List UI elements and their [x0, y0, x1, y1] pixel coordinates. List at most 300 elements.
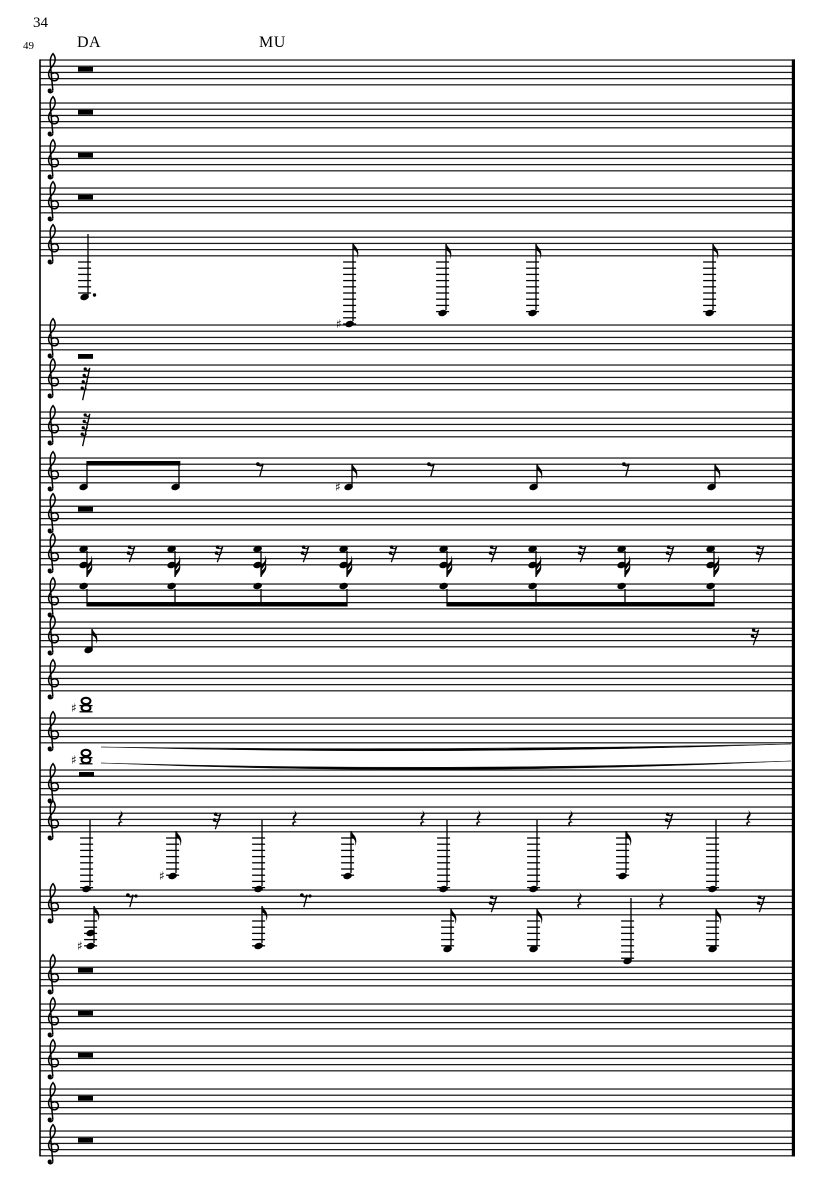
ledger-line: [703, 268, 716, 269]
ledger-line: [621, 933, 634, 934]
staff-line: [40, 337, 795, 338]
staff-line: [40, 596, 795, 597]
ledger-line: [527, 933, 540, 934]
ledger-line: [706, 850, 719, 851]
note-stem: [630, 898, 631, 958]
ledger-line: [441, 920, 454, 921]
whole-rest-icon: [78, 1011, 93, 1016]
note-stem: [714, 464, 715, 485]
augmentation-dot: [308, 894, 311, 897]
ledger-line: [341, 850, 354, 851]
ledger-line: [343, 299, 356, 300]
staff-line: [40, 59, 795, 60]
staff-line: [40, 1058, 795, 1059]
ledger-line: [706, 927, 719, 928]
ledger-line: [343, 286, 356, 287]
ledger-line: [437, 862, 450, 863]
rehearsal-mark-mu: MU: [259, 34, 286, 51]
note-stem: [261, 820, 262, 886]
staff-line: [40, 102, 795, 103]
ledger-line: [341, 862, 354, 863]
eighth-flag: [93, 629, 98, 644]
staff-line: [40, 1113, 795, 1114]
ledger-line: [343, 311, 356, 312]
staff-line: [40, 717, 795, 718]
staff-line: [40, 806, 795, 807]
staff-line: [40, 237, 795, 238]
staff-line: [40, 967, 795, 968]
ledger-line: [84, 945, 97, 946]
staff-line: [40, 1070, 795, 1071]
ledger-line: [252, 850, 265, 851]
note-stem: [446, 820, 447, 886]
ledger-line: [252, 868, 265, 869]
ledger-line: [441, 927, 454, 928]
staff-line: [40, 524, 795, 525]
staff-line: [40, 724, 795, 725]
eighth-rest-icon: [427, 462, 434, 476]
sixteenth-rest-icon: [489, 895, 497, 912]
staff-line: [40, 1016, 795, 1017]
ledger-line: [527, 868, 540, 869]
staff-line: [40, 343, 795, 344]
ledger-line: [616, 875, 629, 876]
staff-line: [40, 628, 795, 629]
staff-line: [40, 255, 795, 256]
ledger-line: [252, 945, 265, 946]
staff-line: [40, 1137, 795, 1138]
ledger-line: [436, 311, 449, 312]
note-stem: [261, 906, 262, 943]
ledger-line: [616, 844, 629, 845]
sharp-accidental: ♯: [335, 480, 341, 495]
ledger-line: [343, 261, 356, 262]
whole-rest-icon: [78, 1096, 93, 1101]
staff-line: [40, 243, 795, 244]
ledger-line: [441, 945, 454, 946]
staff-line: [40, 349, 795, 350]
measure-number: 49: [23, 40, 34, 52]
staff-line: [40, 979, 795, 980]
staff-line: [40, 1107, 795, 1108]
sixteenth-rest-icon: [127, 545, 135, 562]
ledger-line: [343, 268, 356, 269]
ledger-line: [80, 875, 93, 876]
staff-line: [40, 512, 795, 513]
note-stem: [351, 464, 352, 485]
ledger-line: [703, 261, 716, 262]
staff-line: [40, 1010, 795, 1011]
ledger-line: [703, 280, 716, 281]
ledger-line: [621, 951, 634, 952]
note-stem: [260, 589, 261, 602]
staff-line: [40, 960, 795, 961]
eighth-flag: [452, 909, 457, 924]
whole-rest-icon: [78, 507, 93, 512]
note-stem: [174, 589, 175, 602]
staff-line: [40, 782, 795, 783]
staff-line: [40, 908, 795, 909]
staff-line: [40, 690, 795, 691]
ledger-line: [166, 868, 179, 869]
sixteenth-rest-icon: [756, 545, 764, 562]
sixteenth-rest-icon: [665, 812, 673, 829]
ledger-line: [80, 862, 93, 863]
note-stem: [712, 244, 713, 310]
ledger-line: [343, 274, 356, 275]
ledger-line: [437, 856, 450, 857]
whole-rest-icon: [78, 354, 93, 359]
ledger-line: [80, 881, 93, 882]
quarter-rest-icon: [659, 892, 664, 909]
ledger-line: [78, 286, 91, 287]
staff-line: [40, 776, 795, 777]
note-stem: [91, 629, 92, 648]
staff-line: [40, 206, 795, 207]
eighth-flag: [538, 909, 543, 924]
staff-line: [40, 424, 795, 425]
ledger-line: [343, 323, 356, 324]
ledger-line: [252, 939, 265, 940]
ledger-line: [526, 286, 539, 287]
tie-curve: [101, 761, 791, 770]
sixteenth-rest-icon: [489, 545, 497, 562]
final-barline: [792, 59, 795, 1156]
whole-rest-icon: [78, 1138, 93, 1143]
page-number: 34: [33, 15, 48, 31]
staff-line: [40, 1052, 795, 1053]
ledger-line: [80, 850, 93, 851]
staff-line: [40, 170, 795, 171]
staff-line: [40, 230, 795, 231]
note-stem: [346, 589, 347, 602]
ledger-line: [84, 920, 97, 921]
ledger-line: [526, 292, 539, 293]
ledger-line: [621, 920, 634, 921]
whole-rest-icon: [78, 195, 93, 200]
whole-notehead: [82, 750, 91, 756]
ledger-line: [527, 875, 540, 876]
note-stem: [535, 589, 536, 602]
staff-line: [40, 672, 795, 673]
staff-line: [40, 825, 795, 826]
staff-line: [40, 590, 795, 591]
ledger-line: [436, 292, 449, 293]
ledger-line: [80, 757, 93, 758]
staff-line: [40, 1101, 795, 1102]
rehearsal-mark-da: DA: [77, 34, 102, 51]
staff-line: [40, 1003, 795, 1004]
sixteenth-rest-icon: [757, 895, 765, 912]
ledger-line: [80, 837, 93, 838]
ledger-line: [343, 280, 356, 281]
ledger-line: [78, 274, 91, 275]
sixteenth-rest-icon: [578, 545, 586, 562]
staff-line: [40, 383, 795, 384]
ledger-line: [706, 945, 719, 946]
whole-rest-icon: [78, 153, 93, 158]
staff-line: [40, 1045, 795, 1046]
staff-line: [40, 1095, 795, 1096]
ledger-line: [252, 887, 265, 888]
ledger-line: [343, 292, 356, 293]
ledger-line: [436, 299, 449, 300]
staff-line: [40, 640, 795, 641]
staff-line: [40, 470, 795, 471]
sixteenth-rest-icon: [389, 545, 397, 562]
ledger-line: [527, 927, 540, 928]
note-stem: [535, 244, 536, 310]
ledger-line: [80, 711, 93, 712]
augmentation-dot: [134, 894, 137, 897]
staff-line: [40, 78, 795, 79]
sixteenth-rest-icon: [213, 812, 221, 829]
ledger-line: [621, 927, 634, 928]
staff-line: [40, 564, 795, 565]
staff-line: [40, 145, 795, 146]
staff-line: [40, 371, 795, 372]
ledger-line: [252, 844, 265, 845]
ledger-line: [706, 856, 719, 857]
ledger-line: [703, 274, 716, 275]
staff-line: [40, 742, 795, 743]
quarter-rest-icon: [292, 810, 297, 827]
ledger-line: [706, 862, 719, 863]
ledger-line: [341, 856, 354, 857]
staff-line: [40, 794, 795, 795]
ledger-line: [343, 305, 356, 306]
whole-rest-icon: [79, 772, 94, 777]
ledger-line: [706, 837, 719, 838]
ledger-line: [706, 933, 719, 934]
sixteenth-rest-icon: [215, 545, 223, 562]
staff-line: [40, 813, 795, 814]
ledger-line: [441, 933, 454, 934]
ledger-line: [703, 305, 716, 306]
ledger-line: [166, 862, 179, 863]
ledger-line: [527, 862, 540, 863]
ledger-line: [252, 933, 265, 934]
note-stem: [93, 906, 94, 943]
staff-line: [40, 249, 795, 250]
staff-line: [40, 552, 795, 553]
staff-line: [40, 152, 795, 153]
staff-line: [40, 499, 795, 500]
staff-line: [40, 115, 795, 116]
staff-line: [40, 158, 795, 159]
staff-line: [40, 889, 795, 890]
ledger-line: [80, 763, 93, 764]
augmentation-dot: [93, 293, 96, 296]
ledger-line: [78, 268, 91, 269]
staff-line: [40, 819, 795, 820]
ledger-line: [252, 881, 265, 882]
eighth-rest-icon: [126, 893, 133, 907]
ledger-line: [437, 887, 450, 888]
ledger-line: [166, 844, 179, 845]
ledger-line: [252, 920, 265, 921]
note-stem: [624, 589, 625, 602]
sixteenth-rest-icon: [751, 628, 759, 645]
staff-line: [40, 539, 795, 540]
ledger-line: [252, 862, 265, 863]
sharp-accidental: ♯: [77, 939, 83, 954]
ledger-line: [84, 927, 97, 928]
staff-line: [40, 331, 795, 332]
ledger-line: [706, 868, 719, 869]
staff-line: [40, 194, 795, 195]
staff-line: [40, 634, 795, 635]
ledger-line: [703, 299, 716, 300]
staff-line: [40, 558, 795, 559]
ledger-line: [341, 868, 354, 869]
ledger-line: [526, 274, 539, 275]
staff-line: [40, 457, 795, 458]
note-stem: [625, 831, 626, 873]
staff-line: [40, 66, 795, 67]
ledger-line: [706, 920, 719, 921]
staff-line: [40, 418, 795, 419]
ledger-line: [706, 844, 719, 845]
eighth-flag: [714, 244, 719, 259]
ledger-line: [621, 958, 634, 959]
staff-line: [40, 583, 795, 584]
staff-line: [40, 324, 795, 325]
sharp-accidental: ♯: [71, 753, 77, 768]
eighth-rest-icon: [300, 893, 307, 907]
staff-line: [40, 518, 795, 519]
ledger-line: [166, 875, 179, 876]
staff-line: [40, 1022, 795, 1023]
ledger-line: [252, 927, 265, 928]
system-barline-left: [39, 59, 41, 1156]
staff-line: [40, 127, 795, 128]
ledger-line: [703, 286, 716, 287]
ledger-line: [706, 939, 719, 940]
staff-line: [40, 678, 795, 679]
ledger-line: [84, 933, 97, 934]
ledger-line: [621, 945, 634, 946]
ledger-line: [166, 856, 179, 857]
ledger-line: [80, 887, 93, 888]
ledger-line: [527, 881, 540, 882]
staff-line: [40, 1143, 795, 1144]
ledger-line: [527, 945, 540, 946]
ledger-line: [166, 850, 179, 851]
staff-line: [40, 914, 795, 915]
ledger-line: [527, 939, 540, 940]
ledger-line: [436, 286, 449, 287]
ledger-line: [527, 850, 540, 851]
staff-line: [40, 973, 795, 974]
staff-line: [40, 730, 795, 731]
staff-line: [40, 985, 795, 986]
ledger-line: [437, 875, 450, 876]
staff-line: [40, 187, 795, 188]
ledger-line: [436, 280, 449, 281]
quarter-rest-icon: [476, 810, 481, 827]
staff-line: [40, 831, 795, 832]
note-stem: [178, 463, 179, 485]
sixteenth-rest-icon: [301, 545, 309, 562]
staff-line: [40, 1028, 795, 1029]
staff-line: [40, 164, 795, 165]
note-stem: [350, 831, 351, 873]
staff-line: [40, 121, 795, 122]
note-stem: [445, 244, 446, 310]
staff-line: [40, 896, 795, 897]
eighth-flag: [537, 244, 542, 259]
ledger-line: [616, 862, 629, 863]
beam: [86, 461, 180, 466]
sharp-accidental: ♯: [336, 317, 342, 332]
quarter-rest-icon: [118, 810, 123, 827]
staff-line: [40, 1088, 795, 1089]
ledger-line: [436, 305, 449, 306]
ledger-line: [252, 837, 265, 838]
whole-notehead: [82, 698, 91, 704]
ledger-line: [616, 868, 629, 869]
staff-line: [40, 608, 795, 609]
ledger-line: [80, 844, 93, 845]
staff-line: [40, 1130, 795, 1131]
ledger-line: [527, 844, 540, 845]
ledger-line: [341, 844, 354, 845]
ledger-line: [436, 274, 449, 275]
ledger-line: [252, 856, 265, 857]
staff-line: [40, 1155, 795, 1156]
staff-line: [40, 377, 795, 378]
staff-line: [40, 476, 795, 477]
staff-line: [40, 1064, 795, 1065]
tie-curve: [101, 744, 791, 751]
ledger-line: [616, 856, 629, 857]
ledger-line: [437, 881, 450, 882]
ledger-line: [436, 268, 449, 269]
staff-line: [40, 684, 795, 685]
sixteenth-rest-icon: [666, 545, 674, 562]
ledger-line: [78, 292, 91, 293]
ledger-line: [78, 261, 91, 262]
staff-line: [40, 436, 795, 437]
ledger-line: [252, 875, 265, 876]
ledger-line: [80, 705, 93, 706]
whole-rest-icon: [78, 968, 93, 973]
quarter-rest-icon: [746, 810, 751, 827]
staff-line: [40, 1149, 795, 1150]
staff-line: [40, 212, 795, 213]
ledger-line: [437, 868, 450, 869]
beam: [86, 602, 347, 607]
ledger-line: [706, 881, 719, 882]
staff-line: [40, 665, 795, 666]
staff-line: [40, 364, 795, 365]
sharp-accidental: ♯: [159, 869, 165, 884]
eighth-flag: [447, 244, 452, 259]
quarter-rest-icon: [568, 810, 573, 827]
note-stem: [86, 589, 87, 602]
ledger-line: [527, 837, 540, 838]
ledger-line: [621, 939, 634, 940]
note-stem: [715, 820, 716, 886]
ledger-line: [526, 261, 539, 262]
ledger-line: [526, 280, 539, 281]
note-stem: [536, 464, 537, 485]
note-stem: [175, 831, 176, 873]
ledger-line: [703, 311, 716, 312]
ledger-line: [441, 939, 454, 940]
ledger-line: [526, 299, 539, 300]
